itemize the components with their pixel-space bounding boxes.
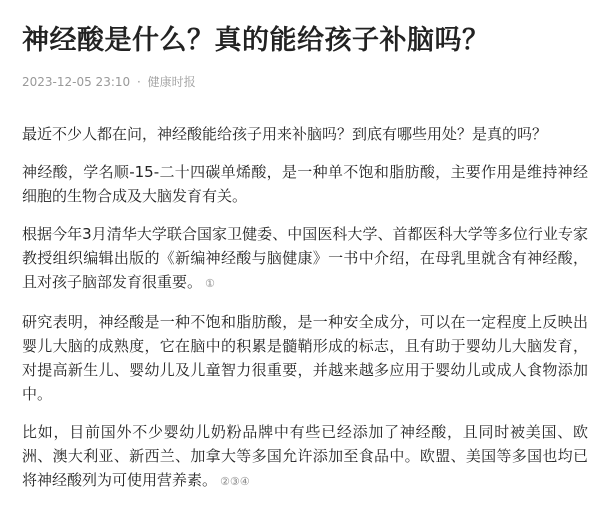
paragraph (22, 420, 588, 494)
article-body (22, 122, 588, 508)
paragraph-text: 研究表明，神经酸是一种不饱和脂肪酸，是一种安全成分，可以在一定程度上反映出婴儿大脑的成熟度，它在脑中的积累是髓鞘形成的标志，且有助于婴幼儿大脑发育，对提高新生儿、婴幼儿及儿童智力很重要，并越来越多应用于婴幼儿或成人食物添加中。 (22, 313, 588, 403)
paragraph-text: 比如，目前国外不少婴幼儿奶粉品牌中有些已经添加了神经酸，且同时被美国、欧洲、澳大利亚、新西兰、加拿大等多国允许添加至食品中。欧盟、美国等多国也均已将神经酸列为可使用营养素。 (22, 423, 588, 489)
reference-marker[interactable]: ① (205, 277, 215, 290)
publish-date: 2023-12-05 23:10 (22, 75, 131, 89)
paragraph (22, 222, 588, 296)
article-meta (22, 74, 196, 90)
paragraph-text: 根据今年3月清华大学联合国家卫健委、中国医科大学、首都医科大学等多位行业专家教授组织编辑出版的《新编神经酸与脑健康》一书中介绍，在母乳里就含有神经酸，且对孩子脑部发育很重要。 (22, 225, 588, 291)
reference-marker[interactable]: ②③④ (220, 475, 250, 488)
source-link[interactable]: 健康时报 (147, 75, 196, 89)
paragraph (22, 310, 588, 406)
paragraph (22, 160, 588, 208)
paragraph-text: 最近不少人都在问，神经酸能给孩子用来补脑吗？到底有哪些用处？是真的吗？ (22, 125, 548, 143)
article-title: 神经酸是什么？真的能给孩子补脑吗？ (22, 25, 490, 56)
meta-separator: · (136, 75, 141, 89)
paragraph-text: 神经酸，学名顺-15-二十四碳单烯酸，是一种单不饱和脂肪酸，主要作用是维持神经细胞的生物合成及大脑发育有关。 (22, 163, 588, 205)
paragraph (22, 122, 588, 146)
